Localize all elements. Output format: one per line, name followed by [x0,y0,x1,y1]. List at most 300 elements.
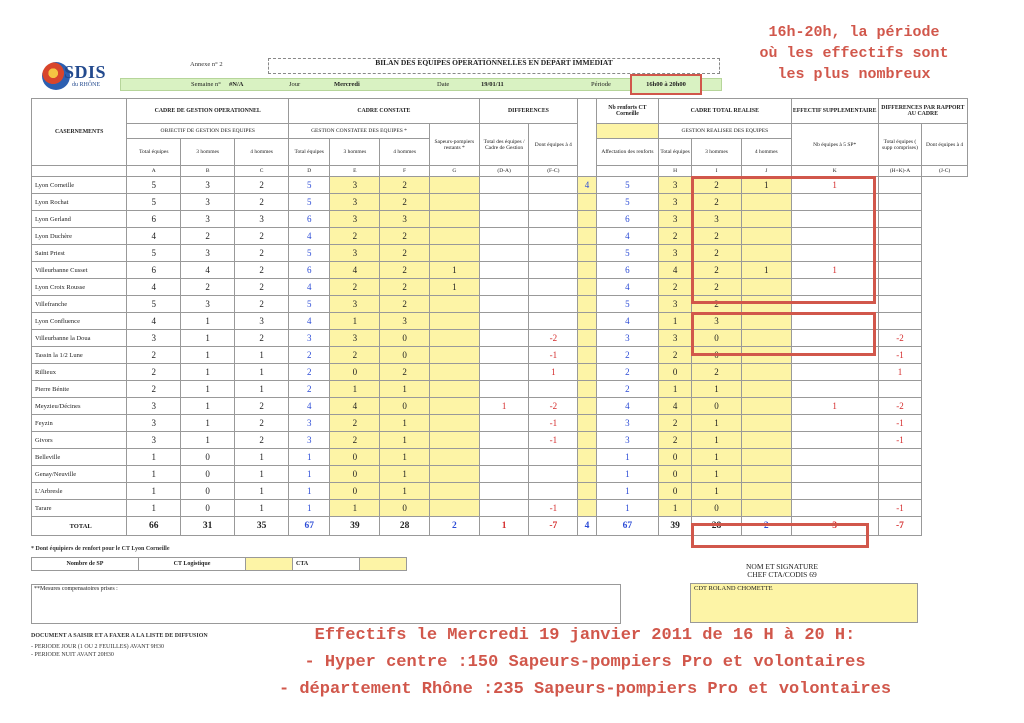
cell-hka [791,466,878,483]
cta-value[interactable] [360,558,407,571]
cell-k [741,330,791,347]
cell-da [479,483,529,500]
cell-d: 6 [289,262,330,279]
cell-d: 3 [289,330,330,347]
cell-h: 1 [596,500,658,517]
cell-e: 3 [330,330,380,347]
cell-da [479,177,529,194]
cell-a: 4 [127,313,181,330]
cell-h: 1 [596,449,658,466]
cell-ren [578,347,597,364]
cell-fc [529,194,578,211]
cell-h: 3 [596,330,658,347]
cell-h: 4 [596,398,658,415]
mesures-compensatoires-box[interactable] [31,584,621,624]
cell-k [741,364,791,381]
cell-fc: -2 [529,330,578,347]
cell-j: 2 [692,177,742,194]
cell-d: 3 [289,415,330,432]
cell-i: 2 [659,279,692,296]
table-row [32,330,968,347]
cell-i: 3 [659,245,692,262]
table-row [32,449,968,466]
signature-name: CDT ROLAND CHOMETTE [694,585,773,592]
table-row [32,228,968,245]
cell-g [429,364,479,381]
cell-f: 2 [380,296,430,313]
ct-logistique-value[interactable] [246,558,293,571]
cell-hka [791,211,878,228]
caserne-name: Meyzieu/Décines [32,398,127,415]
cell-e: 3 [330,245,380,262]
cell-h: 1 [596,466,658,483]
cell-k [741,313,791,330]
cell-a: 1 [127,500,181,517]
cell-g [429,398,479,415]
cell-j: 2 [692,296,742,313]
cell-b: 0 [181,449,235,466]
cell-hka [791,245,878,262]
cell-jc [878,194,922,211]
cell-f: 2 [380,364,430,381]
caserne-name: Lyon Croix Rousse [32,279,127,296]
cell-hka [791,347,878,364]
cell-fc: -1 [529,432,578,449]
cell-j: 2 [692,228,742,245]
cell-fc [529,279,578,296]
cell-j: 0 [692,398,742,415]
caserne-name: Lyon Gerland [32,211,127,228]
cell-da [479,194,529,211]
cell-ren [578,415,597,432]
semaine-value: #N/A [229,81,244,88]
annotation-bottom-line: - département Rhône :235 Sapeurs-pompiers Pro et volontaires [278,680,892,699]
cell-a: 5 [127,296,181,313]
cta-label: CTA [293,558,360,571]
cell-g [429,194,479,211]
cell-jc [878,262,922,279]
cell-i: 4 [659,398,692,415]
signature-line: NOM ET SIGNATURE [746,562,818,571]
cell-g: 2 [429,517,479,536]
cell-c: 1 [235,381,289,398]
caserne-name: Lyon Confluence [32,313,127,330]
cell-da [479,296,529,313]
cell-g [429,211,479,228]
cell-k: 1 [741,262,791,279]
cell-i: 3 [659,296,692,313]
cell-fc: -1 [529,347,578,364]
cell-d: 2 [289,381,330,398]
cell-da [479,500,529,517]
cell-c: 1 [235,364,289,381]
cell-d: 2 [289,364,330,381]
mesures-separator [578,99,597,177]
cell-d: 1 [289,500,330,517]
cell-k [741,245,791,262]
cell-h: 67 [596,517,658,536]
cell-g [429,245,479,262]
cell-hka [791,313,878,330]
cell-e: 3 [330,194,380,211]
header-total-equipes-a: Total équipes [127,139,181,166]
header-3h-i: 3 hommes [692,139,742,166]
cell-j: 28 [692,517,742,536]
cell-e: 2 [330,432,380,449]
letter-cell: (J-C) [922,166,968,177]
header-cadre-total: CADRE TOTAL REALISE [659,99,792,124]
cell-e: 0 [330,449,380,466]
cell-g [429,432,479,449]
cell-i: 2 [659,432,692,449]
caserne-name: Villeurbanne la Doua [32,330,127,347]
header-gestion-constatee: GESTION CONSTATEE DES EQUIPES * [289,124,430,139]
cell-i: 2 [659,228,692,245]
cell-e: 4 [330,262,380,279]
cell-jc: 1 [878,364,922,381]
cell-b: 3 [181,177,235,194]
cell-j: 1 [692,483,742,500]
cell-fc [529,483,578,500]
logo-subtitle: du RHÔNE [72,82,101,88]
cell-fc [529,466,578,483]
cell-k: 1 [741,177,791,194]
cell-da [479,330,529,347]
cell-ren [578,500,597,517]
cell-f: 0 [380,398,430,415]
header-nb-eq-5sp: Nb équipes à 5 SP* [791,124,878,166]
cell-h: 4 [596,279,658,296]
cell-g: 1 [429,279,479,296]
caserne-name: Villefranche [32,296,127,313]
cell-h: 6 [596,211,658,228]
cell-jc: -2 [878,330,922,347]
cell-d: 5 [289,296,330,313]
letter-cell: J [741,166,791,177]
header-diff-cadre: DIFFERENCES PAR RAPPORT AU CADRE [878,99,967,124]
cell-c: 2 [235,194,289,211]
header-renforts-cell [596,124,658,139]
annotation-top-line: où les effectifs sont [759,45,949,62]
cell-f: 1 [380,415,430,432]
caserne-name: Rillieux [32,364,127,381]
cell-da [479,364,529,381]
cell-f: 2 [380,177,430,194]
cell-g [429,449,479,466]
diffusion-title: DOCUMENT A SAISIR ET A FAXER A LA LISTE DE DIFFUSION [31,633,208,639]
cell-k [741,381,791,398]
cell-h: 2 [596,381,658,398]
cell-g [429,177,479,194]
cell-a: 4 [127,228,181,245]
cell-fc [529,313,578,330]
cell-hka [791,381,878,398]
cell-jc [878,228,922,245]
cell-a: 6 [127,262,181,279]
cell-da [479,466,529,483]
annotation-top-line: 16h-20h, la période [768,24,940,41]
caserne-name: Tassin la 1/2 Lune [32,347,127,364]
cell-a: 5 [127,177,181,194]
cell-ren [578,262,597,279]
header-affectation: Affectation des renforts [596,139,658,166]
cell-a: 66 [127,517,181,536]
cell-b: 1 [181,398,235,415]
annotation-bottom-line: - Hyper centre :150 Sapeurs-pompiers Pro et volontaires [304,653,866,672]
cell-h: 1 [596,483,658,500]
cell-f: 28 [380,517,430,536]
cell-h: 3 [596,432,658,449]
cell-b: 0 [181,500,235,517]
mesures-label: **Mesures compensatoires prises : [34,586,118,592]
cell-hka [791,330,878,347]
cell-da [479,279,529,296]
table-row [32,296,968,313]
cell-j: 1 [692,432,742,449]
cell-i: 3 [659,194,692,211]
cell-ren [578,228,597,245]
cell-g [429,415,479,432]
cell-h: 6 [596,262,658,279]
cell-g [429,330,479,347]
cell-a: 3 [127,432,181,449]
cell-d: 4 [289,279,330,296]
cell-f: 1 [380,449,430,466]
cell-a: 3 [127,415,181,432]
cell-e: 39 [330,517,380,536]
header-casernements: CASERNEMENTS [32,99,127,166]
cell-c: 1 [235,466,289,483]
cell-ren [578,330,597,347]
cell-jc: -2 [878,398,922,415]
table-row [32,466,968,483]
letter-cell [596,166,658,177]
cell-k [741,500,791,517]
cell-k [741,483,791,500]
cell-j: 3 [692,211,742,228]
cell-h: 5 [596,194,658,211]
header-gestion-realisee: GESTION REALISEE DES EQUIPES [659,124,792,139]
cell-jc [878,381,922,398]
cell-d: 3 [289,432,330,449]
header-4h-c: 4 hommes [235,139,289,166]
cell-b: 3 [181,296,235,313]
cell-k [741,194,791,211]
cell-d: 67 [289,517,330,536]
cell-b: 1 [181,330,235,347]
cell-d: 1 [289,449,330,466]
cell-jc: -1 [878,432,922,449]
cell-b: 2 [181,228,235,245]
cell-ren [578,466,597,483]
cell-jc: -1 [878,415,922,432]
annotation-top [736,22,972,85]
annotation-bottom-line: Effectifs le Mercredi 19 janvier 2011 de 16 H à 20 H: [314,626,856,645]
cell-g [429,228,479,245]
cell-i: 2 [659,347,692,364]
cell-a: 2 [127,381,181,398]
cell-hka [791,483,878,500]
cell-jc [878,449,922,466]
periode-label: Période [591,81,611,88]
cell-h: 3 [596,415,658,432]
cell-k [741,466,791,483]
cell-fc [529,296,578,313]
header-objectif: OBJECTIF DE GESTION DES EQUIPES [127,124,289,139]
cell-f: 3 [380,211,430,228]
cell-b: 1 [181,313,235,330]
letter-cell: A [127,166,181,177]
caserne-name: Saint Priest [32,245,127,262]
cell-c: 3 [235,211,289,228]
cell-h: 5 [596,296,658,313]
cell-i: 0 [659,364,692,381]
cell-i: 39 [659,517,692,536]
cell-k [741,347,791,364]
cell-g [429,313,479,330]
cell-i: 1 [659,313,692,330]
cell-j: 2 [692,245,742,262]
caserne-name: Feyzin [32,415,127,432]
cell-ren [578,211,597,228]
cell-ren [578,432,597,449]
cell-b: 0 [181,466,235,483]
table-row [32,500,968,517]
cell-b: 3 [181,211,235,228]
jour-value: Mercredi [334,81,360,88]
cell-c: 2 [235,177,289,194]
signature-box[interactable] [690,583,918,623]
cell-c: 2 [235,262,289,279]
cell-da [479,432,529,449]
cell-hka: 1 [791,177,878,194]
header-cadre-constate: CADRE CONSTATE [289,99,480,124]
cell-d: 4 [289,228,330,245]
cell-e: 3 [330,177,380,194]
cell-f: 2 [380,245,430,262]
cell-da [479,381,529,398]
cell-jc [878,296,922,313]
cell-f: 3 [380,313,430,330]
cell-g [429,296,479,313]
cell-da [479,211,529,228]
table-row [32,347,968,364]
cell-g [429,381,479,398]
cell-j: 3 [692,313,742,330]
cell-j: 1 [692,449,742,466]
header-dont-4-b: Dont équipes à 4 [922,124,968,166]
cell-j: 1 [692,466,742,483]
cell-d: 4 [289,313,330,330]
caserne-name: TOTAL [32,517,127,536]
cell-c: 2 [235,432,289,449]
cell-jc [878,245,922,262]
diffusion-line-1: - PERIODE JOUR (1 OU 2 FEUILLES) AVANT 9H30 [31,644,165,650]
cell-b: 1 [181,432,235,449]
note-renfort: * Dont équipiers de renfort pour le CT Lyon Corneille [31,546,170,552]
cell-j: 0 [692,330,742,347]
cell-k [741,228,791,245]
cell-f: 0 [380,330,430,347]
cell-e: 0 [330,364,380,381]
cell-d: 5 [289,245,330,262]
cell-da [479,262,529,279]
letter-cell: C [235,166,289,177]
cell-j: 1 [692,415,742,432]
jour-label: Jour [289,81,301,88]
cell-j: 2 [692,279,742,296]
cell-h: 5 [596,245,658,262]
logo-text: SDIS [64,62,107,82]
cell-e: 4 [330,398,380,415]
cell-c: 2 [235,330,289,347]
cell-i: 1 [659,500,692,517]
cell-k: 2 [741,517,791,536]
cell-a: 1 [127,483,181,500]
cell-fc: 1 [529,364,578,381]
cell-ren [578,398,597,415]
cell-fc: -2 [529,398,578,415]
date-label: Date [437,81,450,88]
cell-d: 5 [289,177,330,194]
cell-da [479,415,529,432]
cell-f: 0 [380,347,430,364]
caserne-name: Pierre Bénite [32,381,127,398]
cell-g [429,347,479,364]
cell-c: 3 [235,313,289,330]
caserne-name: Villeurbanne Cusset [32,262,127,279]
cell-b: 3 [181,245,235,262]
cell-e: 2 [330,228,380,245]
letter-cell: D [289,166,330,177]
annexe-label: Annexe n° 2 [190,61,223,68]
letter-cell: E [330,166,380,177]
table-row [32,211,968,228]
cell-b: 3 [181,194,235,211]
cell-f: 2 [380,194,430,211]
semaine-label: Semaine n° [191,81,221,88]
cell-g: 1 [429,262,479,279]
cell-k [741,398,791,415]
table-row [32,381,968,398]
cell-a: 6 [127,211,181,228]
cell-g [429,483,479,500]
cell-k [741,415,791,432]
cell-a: 2 [127,364,181,381]
letter-cell: (D-A) [479,166,529,177]
cell-ren [578,296,597,313]
ct-logistique-label: CT Logistique [139,558,246,571]
sdis-logo [42,60,124,96]
cell-g [429,500,479,517]
cell-jc: -7 [878,517,922,536]
letter-cell: G [429,166,479,177]
cell-i: 4 [659,262,692,279]
cell-hka: 3 [791,517,878,536]
cell-j: 2 [692,262,742,279]
signature-label [692,563,872,579]
letter-cell: K [791,166,878,177]
annotation-bottom [170,622,1000,703]
cell-hka [791,449,878,466]
letter-cell: (F-C) [529,166,578,177]
cell-b: 1 [181,347,235,364]
signature-line: CHEF CTA/CODIS 69 [747,570,817,579]
header-3h-e: 3 hommes [330,139,380,166]
cell-hka [791,228,878,245]
table-row [32,279,968,296]
cell-i: 0 [659,483,692,500]
